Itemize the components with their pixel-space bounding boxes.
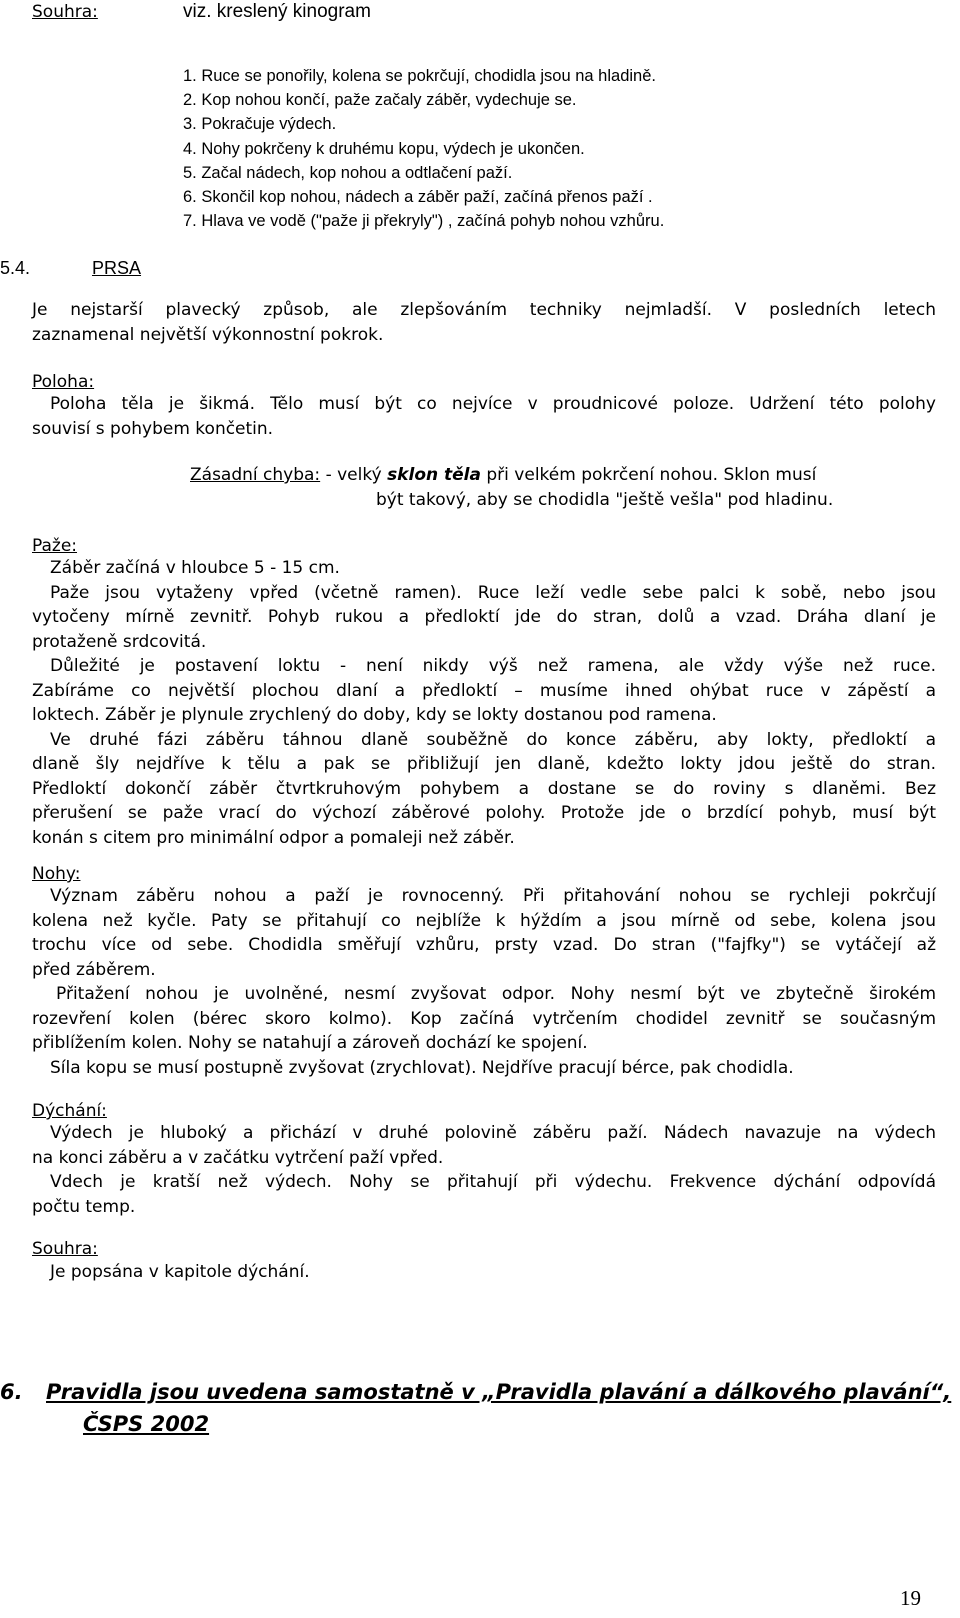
paze-label: Paže: [32, 536, 78, 556]
dychani-label: Dýchání: [32, 1101, 107, 1121]
step-item: 7. Hlava ve vodě ("paže ji překryly") , začíná pohyb nohou vzhůru. [183, 212, 665, 231]
poloha-paragraph [32, 392, 936, 441]
text-line: protaženě srdcovitá. [32, 631, 207, 652]
nohy-label: Nohy: [32, 864, 81, 884]
chyba-label: Zásadní chyba: [190, 465, 321, 485]
paze-paragraph [32, 556, 936, 850]
step-item: 4. Nohy pokrčeny k druhému kopu, výdech je ukončen. [183, 139, 585, 158]
souhra-text: viz. kreslený kinogram [183, 1, 371, 22]
dychani-paragraph [32, 1121, 936, 1219]
section-title: PRSA [92, 258, 142, 278]
intro-paragraph [32, 298, 936, 347]
text-line: loktech. Záběr je plynule zrychlený do doby, kdy se lokty dostanou pod ramena. [32, 705, 717, 725]
text-line: dlaně šly nejdříve k tělu a pak se přibližují jen dlaně, kdežto lokty jdou ještě do stran. [32, 754, 936, 774]
text-line: trochu více od sebe. Chodidla směřují vzhůru, prsty vzad. Do stran ("fajfky") se vytáčejí až [32, 935, 936, 955]
text-line: Poloha těla je šikmá. Tělo musí být co nejvíce v proudnicové poloze. Udržení této polohy [50, 394, 936, 414]
text-line: Význam záběru nohou a paží je rovnocenný. Při přitahování nohou se rychleji pokrčují [50, 886, 936, 906]
page-number: 19 [900, 1586, 921, 1610]
text-line: Ve druhé fázi záběru táhnou dlaně souběžně do konce záběru, aby lokty, předloktí a [50, 729, 936, 750]
text-line: Síla kopu se musí postupně zvyšovat (zrychlovat). Nejdříve pracují bérce, pak chodidla. [50, 1057, 794, 1078]
step-item: 1. Ruce se ponořily, kolena se pokrčují, chodidla jsou na hladině. [183, 67, 656, 85]
poloha-label: Poloha: [32, 372, 95, 392]
text-line: souvisí s pohybem končetin. [32, 418, 274, 439]
step-item: 5. Začal nádech, kop nohou a odtlačení paží. [183, 163, 513, 182]
chyba-dash: - velký [325, 465, 382, 485]
souhra-label: Souhra: [32, 2, 98, 22]
chyba-rest: při velkém pokrčení nohou. Sklon musí [486, 465, 817, 485]
text-line: Předloktí dokončí záběr čtvrtkruhovým pohybem a dostane se do roviny s dlaněmi. Bez [32, 778, 936, 799]
souhra-text-2: Je popsána v kapitole dýchání. [50, 1262, 310, 1282]
text-line: kolena než kyčle. Paty se přitahují co nejblíže k hýždím a jsou mírně od sebe, kolena jsou [32, 910, 936, 931]
section-number: 5.4. [0, 258, 31, 278]
text-line: Paže jsou vytaženy vpřed (včetně ramen). Ruce leží vedle sebe palci k sobě, nebo jsou [50, 582, 936, 603]
text-line: Přitažení nohou je uvolněné, nesmí zvyšovat odpor. Nohy nesmí být ve zbytečně širokém [56, 984, 936, 1004]
souhra-label-2: Souhra: [32, 1239, 98, 1259]
kinogram-steps [183, 64, 664, 233]
text-line: Zabíráme co největší plochou dlaní a předloktí – musíme ihned ohýbat ruce v zápěstí a [32, 680, 936, 701]
chapter-title-line2: ČSPS 2002 [83, 1412, 210, 1436]
text-line: konán s citem pro minimální odpor a pomaleji než záběr. [32, 827, 515, 848]
chapter-title-line1: Pravidla jsou uvedena samostatně v „Pravidla plavání a dálkového plavání“, [46, 1380, 952, 1404]
text-line: vytočeny mírně zevnitř. Pohyb rukou a předloktí jde do stran, dolů a vzad. Dráha dlaní je [32, 607, 936, 627]
text-line: přerušení se paže vrací do výchozí záběrové polohy. Protože jde o brzdící pohyb, musí být [32, 803, 936, 823]
text-line: zaznamenal největší výkonnostní pokrok. [32, 324, 384, 345]
chapter-number: 6. [0, 1380, 23, 1404]
text-line: rozevření kolen (bérec skoro kolmo). Kop začíná vytrčením chodidel zevnitř se současným [32, 1008, 936, 1029]
text-line: Výdech je hluboký a přichází v druhé polovině záběru paží. Nádech navazuje na výdech [50, 1123, 936, 1143]
step-item: 2. Kop nohou končí, paže začaly záběr, vydechuje se. [183, 91, 577, 110]
chyba-rest-line2: být takový, aby se chodidla "ještě vešla" pod hladinu. [376, 489, 834, 510]
zasadni-chyba [190, 463, 936, 512]
text-line: Je nejstarší plavecký způsob, ale zlepšováním techniky nejmladší. V posledních letech [32, 300, 936, 320]
text-line: Vdech je kratší než výdech. Nohy se přitahují při výdechu. Frekvence dýchání odpovídá [50, 1172, 936, 1192]
text-line: Záběr začíná v hloubce 5 - 15 cm. [50, 558, 340, 578]
text-line: přiblížením kolen. Nohy se natahují a zároveň dochází ke spojení. [32, 1033, 588, 1053]
step-item: 3. Pokračuje výdech. [183, 115, 337, 134]
step-item: 6. Skončil kop nohou, nádech a záběr paží, začíná přenos paží . [183, 188, 653, 207]
nohy-paragraph [32, 884, 936, 1080]
text-line: na konci záběru a v začátku vytrčení paží vpřed. [32, 1147, 444, 1168]
text-line: počtu temp. [32, 1196, 136, 1217]
text-line: před záběrem. [32, 959, 156, 980]
chyba-emphasis: sklon těla [387, 465, 481, 485]
text-line: Důležité je postavení loktu - není nikdy výš než ramena, ale vždy výše než ruce. [50, 656, 936, 676]
